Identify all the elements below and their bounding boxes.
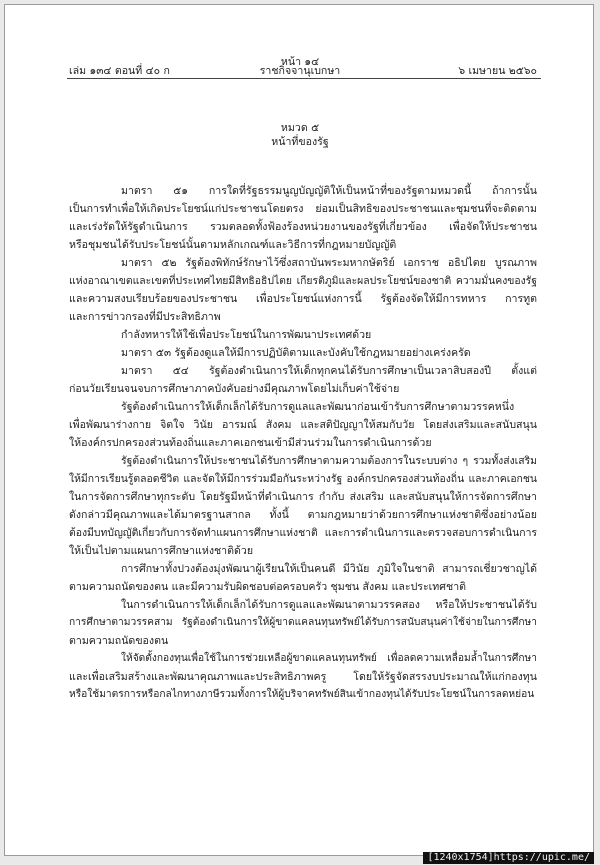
text-line: และความสงบเรียบร้อยของประชาชน เพื่อประโยชน์แห่งการนี้ รัฐต้องจัดให้มีการทหาร การทูต <box>69 293 537 305</box>
page-number: หน้า ๑๔ <box>280 56 320 68</box>
gazette-title: ราชกิจจานุเบกษา <box>259 65 341 77</box>
text-line: และการข่าวกรองที่มีประสิทธิภาพ <box>69 311 221 323</box>
text-line: มาตรา ๕๒ รัฐต้องพิทักษ์รักษาไว้ซึ่งสถาบันพระมหากษัตริย์ เอกราช อธิปไตย บูรณภาพ <box>121 257 537 269</box>
text-line: การศึกษาตามวรรคสาม รัฐต้องดำเนินการให้ผู้ขาดแคลนทุนทรัพย์ได้รับการสนับสนุนค่าใช้จ่ายในการศึกษา <box>69 617 537 628</box>
header-rule <box>67 78 541 79</box>
text-line: กำลังทหารให้ใช้เพื่อประโยชน์ในการพัฒนาประเทศด้วย <box>121 329 372 341</box>
text-line: มาตรา ๕๓ รัฐต้องดูแลให้มีการปฏิบัติตามและบังคับใช้กฎหมายอย่างเคร่งครัด <box>121 347 471 359</box>
text-line: มาตรา ๕๑ การใดที่รัฐธรรมนูญบัญญัติให้เป็นหน้าที่ของรัฐตามหมวดนี้ ถ้าการนั้น <box>121 185 537 197</box>
text-line: ก่อนวัยเรียนจนจบการศึกษาภาคบังคับอย่างมีคุณภาพโดยไม่เก็บค่าใช้จ่าย <box>69 383 400 395</box>
text-line: ต้องมีบทบัญญัติเกี่ยวกับการจัดทำแผนการศึกษาแห่งชาติ และการดำเนินการและตรวจสอบการดำเนินการ <box>69 527 537 539</box>
text-line: และเพื่อเสริมสร้างและพัฒนาคุณภาพและประสิทธิภาพครู โดยให้รัฐจัดสรรงบประมาณให้แก่กองทุน <box>69 671 537 683</box>
text-line: ให้มีการเรียนรู้ตลอดชีวิต และจัดให้มีการร่วมมือกันระหว่างรัฐ องค์กรปกครองส่วนท้องถิ่น และภาคเอกชน <box>69 473 537 485</box>
text-line: มาตรา ๕๔ รัฐต้องดำเนินการให้เด็กทุกคนได้รับการศึกษาเป็นเวลาสิบสองปี ตั้งแต่ <box>121 365 537 377</box>
text-line: หรือชุมชนได้รับประโยชน์นั้นตามหลักเกณฑ์และวิธีการที่กฎหมายบัญญัติ <box>69 239 397 251</box>
section-title: หน้าที่ของรัฐ <box>271 136 329 148</box>
text-line: เป็นการทำเพื่อให้เกิดประโยชน์แก่ประชาชนโดยตรง ย่อมเป็นสิทธิของประชาชนและชุมชนที่จะติดตาม <box>69 203 537 215</box>
text-line: ในการจัดการศึกษาทุกระดับ โดยรัฐมีหน้าที่ดำเนินการ กำกับ ส่งเสริม และสนับสนุนให้การจัดการศึกษา <box>69 491 537 503</box>
text-line: ในการดำเนินการให้เด็กเล็กได้รับการดูแลและพัฒนาตามวรรคสอง หรือให้ประชาชนได้รับ <box>121 599 537 611</box>
text-line: รัฐต้องดำเนินการให้เด็กเล็กได้รับการดูแลและพัฒนาก่อนเข้ารับการศึกษาตามวรรคหนึ่ง <box>121 401 515 413</box>
text-line: เพื่อพัฒนาร่างกาย จิตใจ วินัย อารมณ์ สังคม และสติปัญญาให้สมกับวัย โดยส่งเสริมและสนับสนุน <box>69 419 537 431</box>
text-line: ตามความถนัดของตน <box>69 635 169 647</box>
text-line: ดังกล่าวมีคุณภาพและได้มาตรฐานสากล ทั้งนี้ ตามกฎหมายว่าด้วยการศึกษาแห่งชาติซึ่งอย่างน้อย <box>69 509 537 521</box>
text-line: หรือใช้มาตรการหรือกลไกทางภาษีรวมทั้งการให้ผู้บริจาคทรัพย์สินเข้ากองทุนได้รับประโยชน์ในการลดหย่อน <box>69 689 535 700</box>
image-source-caption: [1240x1754]https://upic.me/ <box>423 852 594 864</box>
text-line: ให้จัดตั้งกองทุนเพื่อใช้ในการช่วยเหลือผู้ขาดแคลนทุนทรัพย์ เพื่อลดความเหลื่อมล้ำในการศึกษา <box>121 653 537 664</box>
text-line: การศึกษาทั้งปวงต้องมุ่งพัฒนาผู้เรียนให้เป็นคนดี มีวินัย ภูมิใจในชาติ สามารถเชี่ยวชาญได้ <box>121 563 537 575</box>
text-line: ให้เป็นไปตามแผนการศึกษาแห่งชาติด้วย <box>69 545 254 557</box>
text-line: ให้องค์กรปกครองส่วนท้องถิ่นและภาคเอกชนเข้ามีส่วนร่วมในการดำเนินการด้วย <box>69 437 432 449</box>
text-line: รัฐต้องดำเนินการให้ประชาชนได้รับการศึกษาตามความต้องการในระบบต่าง ๆ รวมทั้งส่งเสริม <box>121 455 537 467</box>
document-page <box>4 4 594 856</box>
gazette-volume: เล่ม ๑๓๔ ตอนที่ ๔๐ ก <box>69 65 170 77</box>
text-line: แห่งอาณาเขตและเขตที่ประเทศไทยมีสิทธิอธิปไตย เกียรติภูมิและผลประโยชน์ของชาติ ความมั่นคงของรัฐ <box>69 275 537 287</box>
gazette-date: ๖ เมษายน ๒๕๖๐ <box>458 65 537 77</box>
section-number: หมวด ๕ <box>280 122 320 134</box>
text-line: และเร่งรัดให้รัฐดำเนินการ รวมตลอดทั้งฟ้องร้องหน่วยงานของรัฐที่เกี่ยวข้อง เพื่อจัดให้ประชาชน <box>69 221 537 233</box>
text-line: ตามความถนัดของตน และมีความรับผิดชอบต่อครอบครัว ชุมชน สังคม และประเทศชาติ <box>69 581 467 593</box>
